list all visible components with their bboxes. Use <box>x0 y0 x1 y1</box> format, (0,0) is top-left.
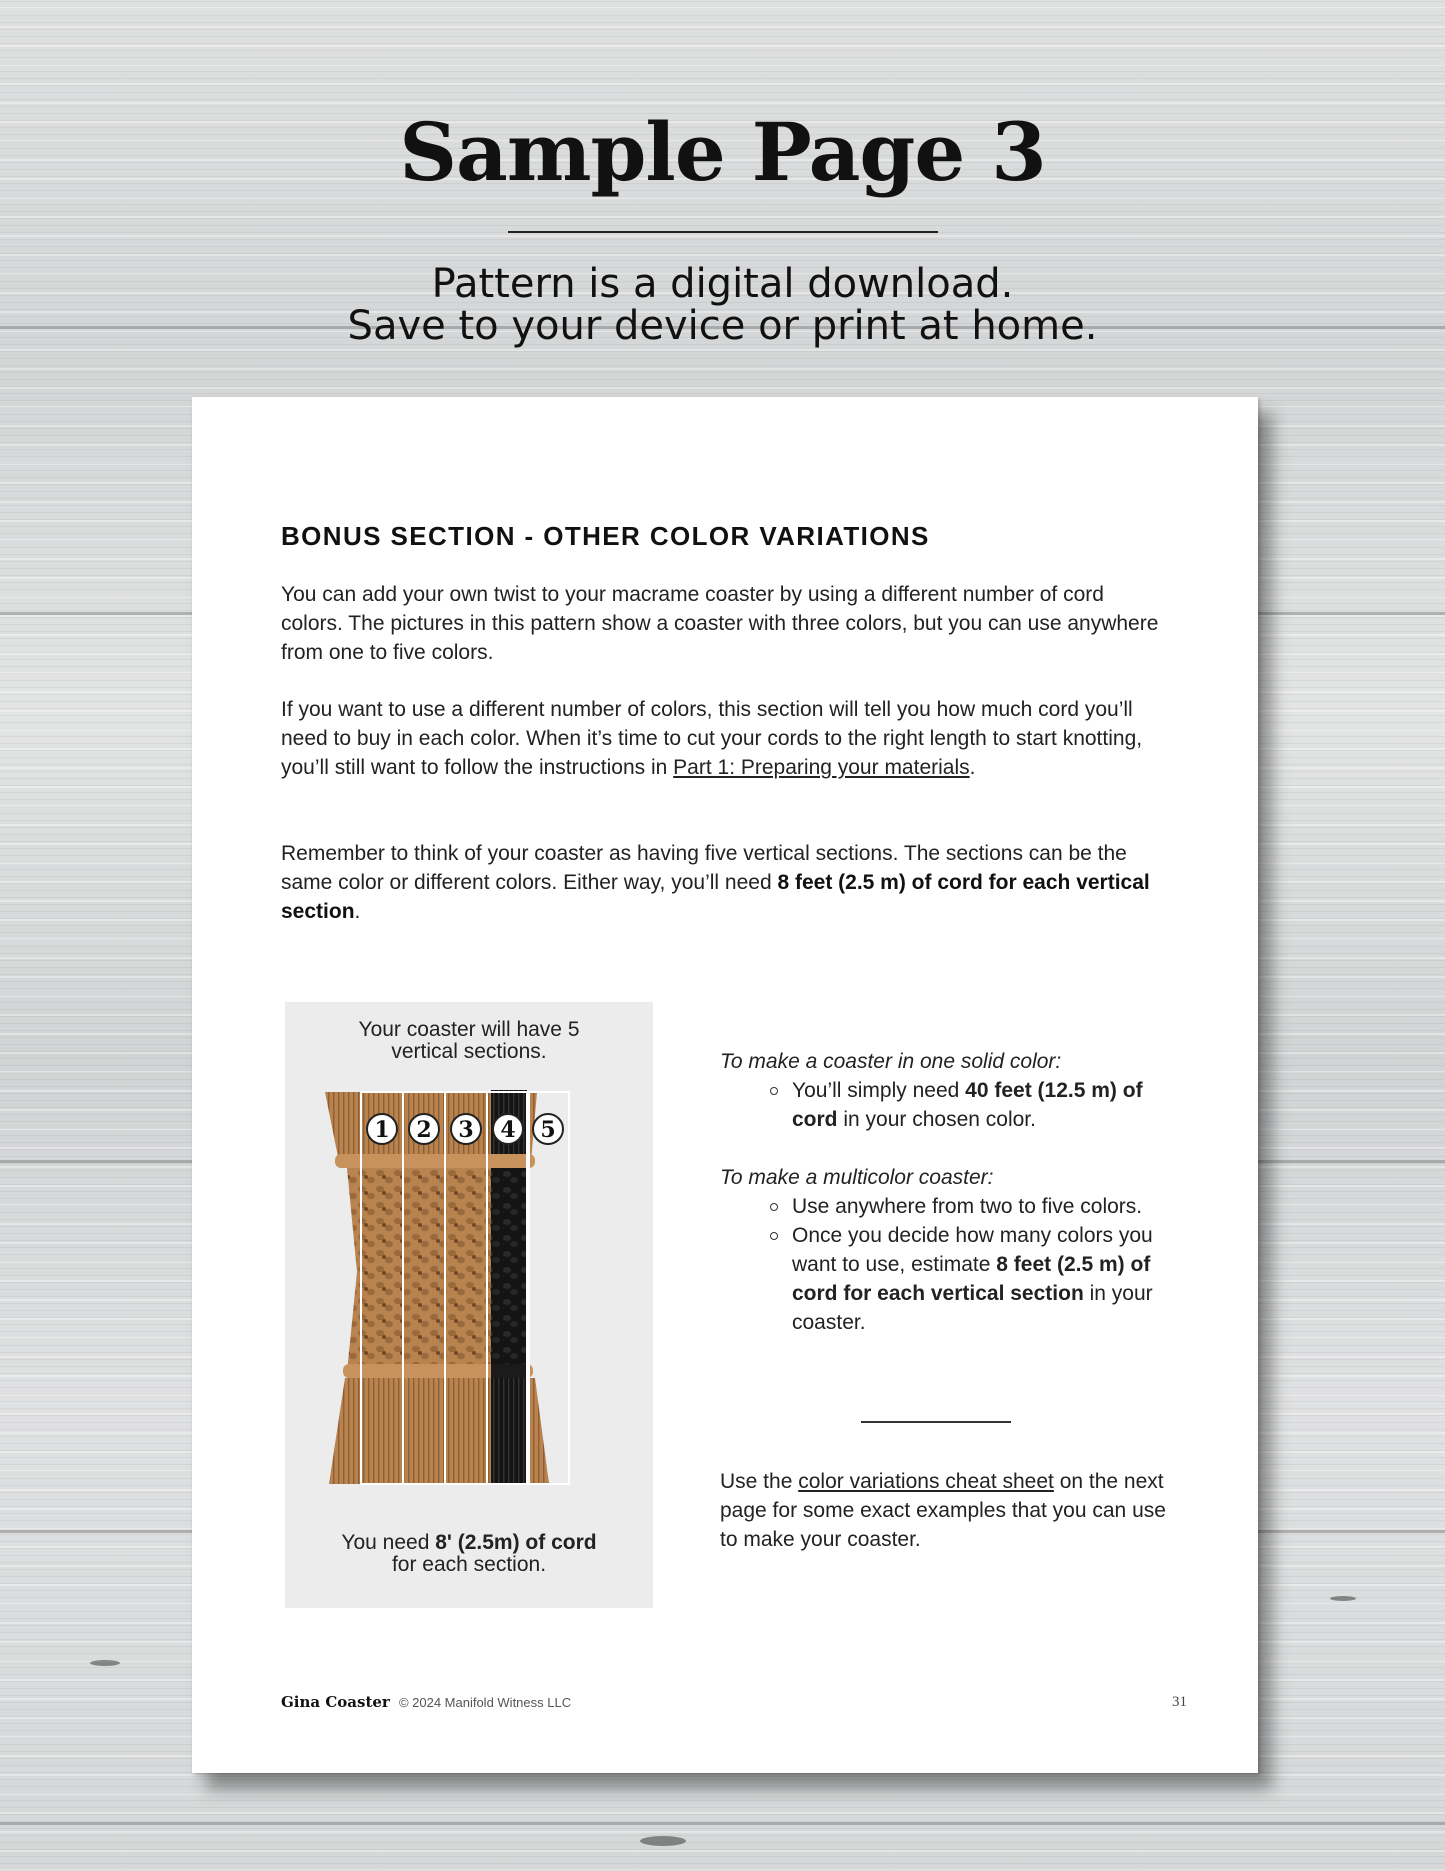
section-divider <box>861 1421 1011 1423</box>
figure-caption-bottom-1 <box>285 1532 653 1554</box>
cheat-sheet-text: Use the <box>720 1470 799 1493</box>
list-item <box>792 1076 1180 1134</box>
title-divider <box>508 231 938 233</box>
multicolor-list <box>720 1192 1180 1337</box>
coaster-photo <box>285 1072 653 1512</box>
list-item: Use anywhere from two to five colors. <box>792 1192 1180 1221</box>
page-title: Sample Page 3 <box>399 105 1046 199</box>
cord-paragraph <box>281 695 1161 782</box>
wood-plank-line <box>0 1822 1445 1825</box>
figure-caption-top-2: vertical sections. <box>391 1040 547 1063</box>
solid-bullet-emphasis: 40 feet (12.5 m) of cord <box>792 1079 1143 1131</box>
footer-copyright: © 2024 Manifold Witness LLC <box>398 1695 572 1710</box>
wood-knot <box>90 1660 120 1666</box>
section-heading: BONUS SECTION - OTHER COLOR VARIATIONS <box>281 521 930 551</box>
section-number-1: 1 <box>374 1117 390 1143</box>
multicolor-heading: To make a multicolor coaster: <box>720 1166 994 1189</box>
wood-knot <box>1330 1596 1356 1601</box>
solid-color-heading: To make a coaster in one solid color: <box>720 1050 1062 1073</box>
document-page <box>192 397 1258 1773</box>
subtitle-line-1: Pattern is a digital download. <box>431 261 1014 307</box>
page-number: 31 <box>1172 1694 1187 1710</box>
subtitle-line-2: Save to your device or print at home. <box>347 303 1098 349</box>
sections-paragraph <box>281 839 1161 926</box>
multi-bullet-end: in your coaster. <box>792 1282 1153 1334</box>
page-footer <box>281 1692 571 1711</box>
sections-paragraph-emphasis: 8 feet (2.5 m) of cord for each vertical section <box>281 871 1150 923</box>
figure-caption-top-1: Your coaster will have 5 <box>358 1018 580 1041</box>
figure-caption-bottom-2: for each section. <box>391 1553 547 1576</box>
wood-knot <box>640 1836 686 1846</box>
preparing-materials-link[interactable]: Part 1: Preparing your materials <box>673 756 970 779</box>
section-number-3: 3 <box>458 1117 474 1143</box>
cord-paragraph-text: If you want to use a different number of colors, this section will tell you how much cord you’ll need to buy in each color. When it’s time to cut your cords to the right length to start knotting, you’ll still want to follow the instructions in <box>281 698 1143 779</box>
solid-bullet-end: in your chosen color. <box>837 1108 1036 1131</box>
figure-caption-bottom-emphasis: 8' (2.5m) of cord <box>435 1531 597 1554</box>
solid-color-list <box>720 1076 1180 1134</box>
cheat-sheet-paragraph <box>720 1467 1170 1554</box>
cheat-sheet-link[interactable]: color variations cheat sheet <box>798 1470 1054 1493</box>
footer-title: Gina Coaster <box>281 1693 390 1711</box>
list-item <box>792 1221 1180 1337</box>
sections-paragraph-end: . <box>354 900 361 923</box>
sections-paragraph-text: Remember to think of your coaster as having five vertical sections. The sections can be the same color or different colors. Either way, you’ll need <box>281 842 1127 894</box>
cord-paragraph-end: . <box>969 756 976 779</box>
coaster-figure <box>285 1002 653 1608</box>
section-number-5: 5 <box>540 1117 556 1143</box>
solid-bullet-text: You’ll simply need <box>792 1079 966 1102</box>
multi-bullet-text: Once you decide how many colors you want to use, estimate <box>792 1224 1153 1276</box>
cheat-sheet-end: on the next page for some exact examples that you can use to make your coaster. <box>720 1470 1166 1551</box>
figure-caption-bottom-text: You need <box>341 1531 436 1554</box>
intro-paragraph: You can add your own twist to your macrame coaster by using a different number of cord colors. The pictures in this pattern show a coaster with three colors, but you can use anywhere from one to five colors. <box>281 583 1159 664</box>
section-number-2: 2 <box>416 1117 432 1143</box>
section-number-4: 4 <box>500 1117 516 1143</box>
multi-bullet-emphasis: 8 feet (2.5 m) of cord for each vertical section <box>792 1253 1151 1305</box>
